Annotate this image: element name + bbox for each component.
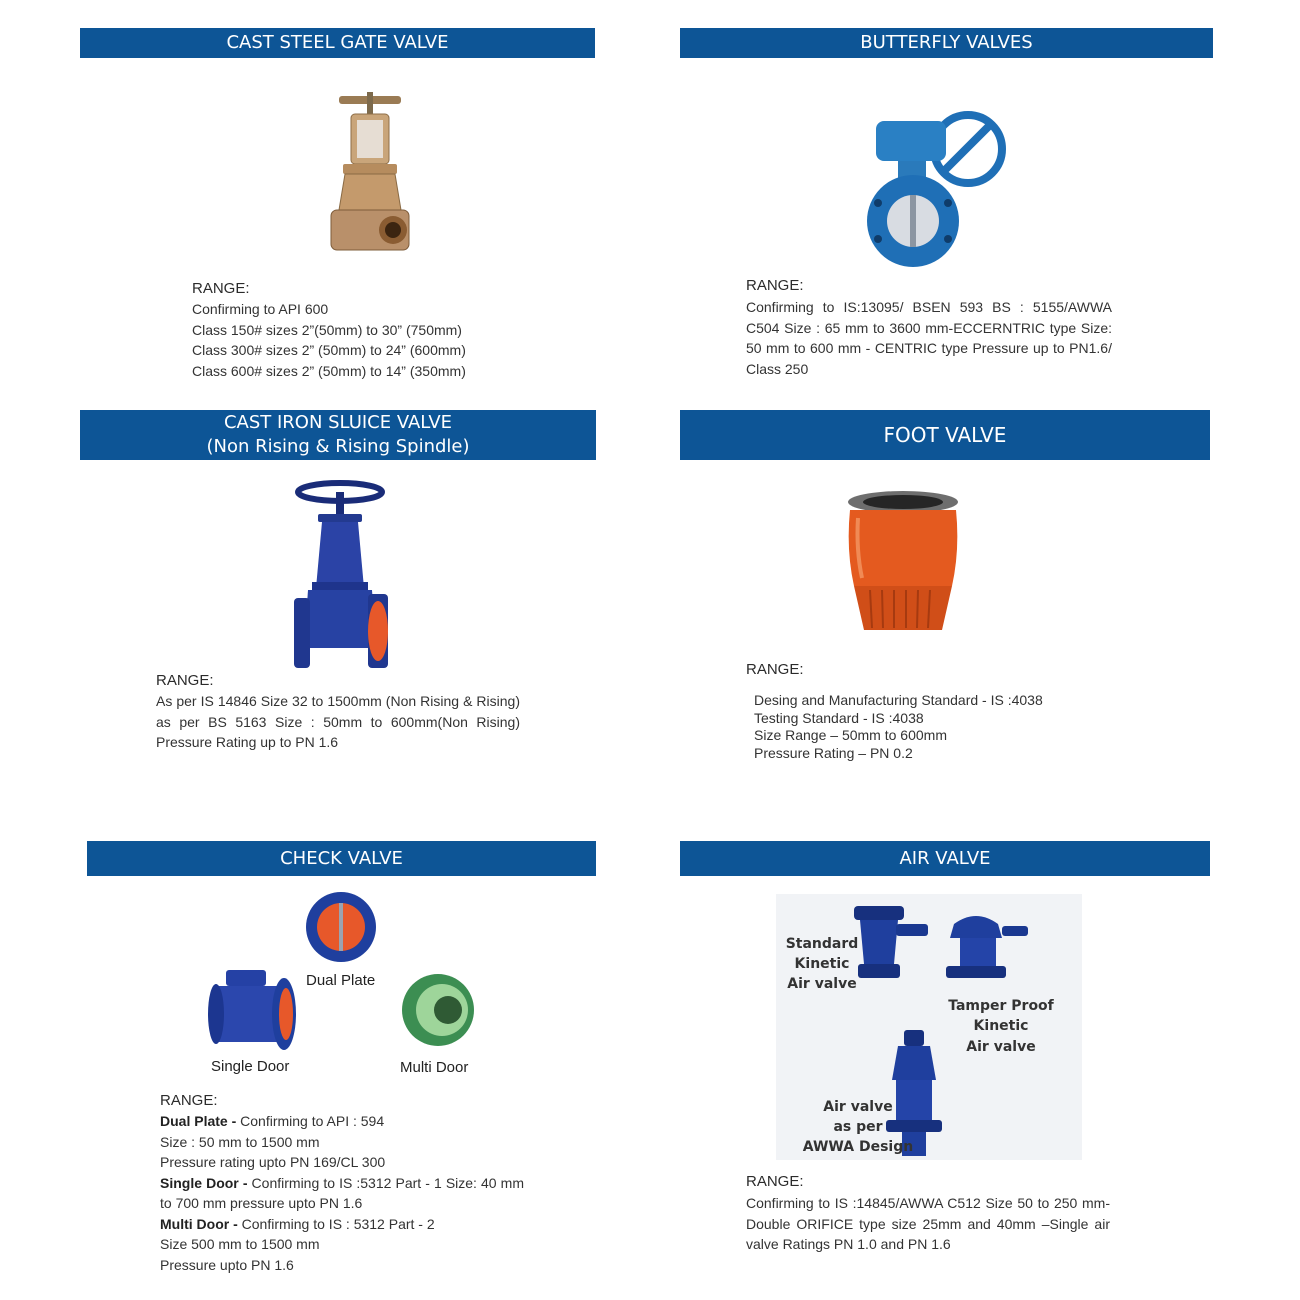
- section-title: BUTTERFLY VALVES: [860, 32, 1033, 53]
- section-title: CAST STEEL GATE VALVE: [226, 32, 449, 53]
- range-heading: RANGE:: [192, 280, 250, 297]
- dual-plate-label: Dual Plate -: [160, 1113, 237, 1129]
- air-valve-range-text: Confirming to IS :14845/AWWA C512 Size 50 to 250 mm-Double ORIFICE type size 25mm and 40mm –Single air valve Ratings PN 1.0 and PN 1.6: [746, 1195, 1110, 1252]
- multi-door-size: Size 500 mm to 1500 mm: [160, 1236, 320, 1252]
- dual-plate-caption: Dual Plate: [306, 972, 376, 989]
- section-banner-butterfly-valves: [680, 28, 1213, 58]
- awwa-label-line-3: AWWA Design: [802, 1139, 914, 1155]
- single-door-text: Confirming to IS :5312 Part - 1 Size: 40 mm to 700 mm pressure upto PN 1.6: [160, 1174, 524, 1211]
- range-line: Confirming to API 600: [192, 301, 329, 317]
- butterfly-valve-range-text: Confirming to IS:13095/ BSEN 593 BS : 5155/AWWA C504 Size : 65 mm to 3600 mm-ECCERNTRIC type Size: 50 mm to 600 mm - CENTRIC type Pressure up to PN1.6/ Class 250: [746, 299, 1112, 377]
- dual-plate-line: [160, 1111, 524, 1132]
- section-banner-cast-steel-gate-valve: [80, 28, 595, 58]
- section-banner-cast-iron-sluice-valve: [80, 410, 596, 460]
- multi-door-text: Confirming to IS : 5312 Part - 2: [237, 1215, 435, 1232]
- section-title: FOOT VALVE: [883, 423, 1007, 447]
- range-heading: RANGE:: [746, 277, 804, 294]
- range-line: Class 600# sizes 2” (50mm) to 14” (350mm): [192, 362, 466, 379]
- section-title-line-1: CAST IRON SLUICE VALVE: [223, 412, 453, 433]
- dual-plate-check-valve-image: [304, 890, 378, 964]
- range-heading: RANGE:: [746, 661, 804, 678]
- single-door-label: Single Door -: [160, 1174, 248, 1191]
- check-valve-range-text: [160, 1111, 524, 1275]
- foot-valve-image: [838, 490, 968, 638]
- sluice-valve-range-text: As per IS 14846 Size 32 to 1500mm (Non Rising & Rising) as per BS 5163 Size : 50mm to 600mm(Non Rising) Pressure Rating up to PN 1.6: [156, 693, 520, 750]
- range-line: Testing Standard - IS :4038: [754, 709, 924, 726]
- section-title: CHECK VALVE: [280, 847, 403, 869]
- multi-door-caption: Multi Door: [400, 1059, 469, 1076]
- range-line: Class 150# sizes 2”(50mm) to 30” (750mm): [192, 321, 462, 338]
- dual-plate-size: Size : 50 mm to 1500 mm: [160, 1133, 320, 1150]
- foot-valve-range-text: [754, 692, 1154, 762]
- butterfly-valve-image: [858, 103, 1008, 273]
- range-line: Pressure Rating – PN 0.2: [754, 744, 913, 761]
- range-heading: RANGE:: [156, 672, 214, 689]
- gate-valve-image: [325, 92, 415, 262]
- air-valve-image: [776, 894, 1082, 1160]
- section-banner-check-valve: [87, 841, 596, 876]
- single-door-caption: Single Door: [211, 1058, 290, 1075]
- sluice-valve-image: [290, 478, 390, 674]
- single-door-check-valve-image: [206, 966, 298, 1054]
- range-line: Size Range – 50mm to 600mm: [754, 727, 947, 743]
- dual-plate-pressure: Pressure rating upto PN 169/CL 300: [160, 1154, 386, 1170]
- single-door-line: [160, 1173, 524, 1214]
- range-line: Desing and Manufacturing Standard - IS :4038: [754, 692, 1043, 708]
- multi-door-check-valve-image: [400, 972, 476, 1048]
- range-heading: RANGE:: [746, 1173, 804, 1190]
- gate-valve-range-text: [192, 299, 512, 381]
- standard-label-line-2: Kinetic: [794, 956, 850, 972]
- range-heading: RANGE:: [160, 1092, 218, 1109]
- multi-door-pressure: Pressure upto PN 1.6: [160, 1256, 294, 1273]
- section-banner-air-valve: [680, 841, 1210, 876]
- multi-door-line: [160, 1214, 524, 1235]
- awwa-label-line-2: as per: [833, 1119, 883, 1135]
- standard-label-line-1: Standard: [785, 936, 859, 952]
- section-banner-foot-valve: [680, 410, 1210, 460]
- section-title: AIR VALVE: [899, 847, 991, 869]
- tamper-label-line-2: Kinetic: [973, 1018, 1029, 1034]
- tamper-label-line-1: Tamper Proof: [948, 998, 1054, 1014]
- dual-plate-text: Confirming to API : 594: [236, 1113, 385, 1129]
- tamper-label-line-3: Air valve: [966, 1039, 1036, 1055]
- awwa-label-line-1: Air valve: [823, 1099, 893, 1115]
- multi-door-label: Multi Door -: [160, 1215, 238, 1232]
- range-line: Class 300# sizes 2” (50mm) to 24” (600mm): [192, 342, 466, 358]
- section-title-line-2: (Non Rising & Rising Spindle): [206, 436, 470, 457]
- standard-label-line-3: Air valve: [787, 976, 857, 992]
